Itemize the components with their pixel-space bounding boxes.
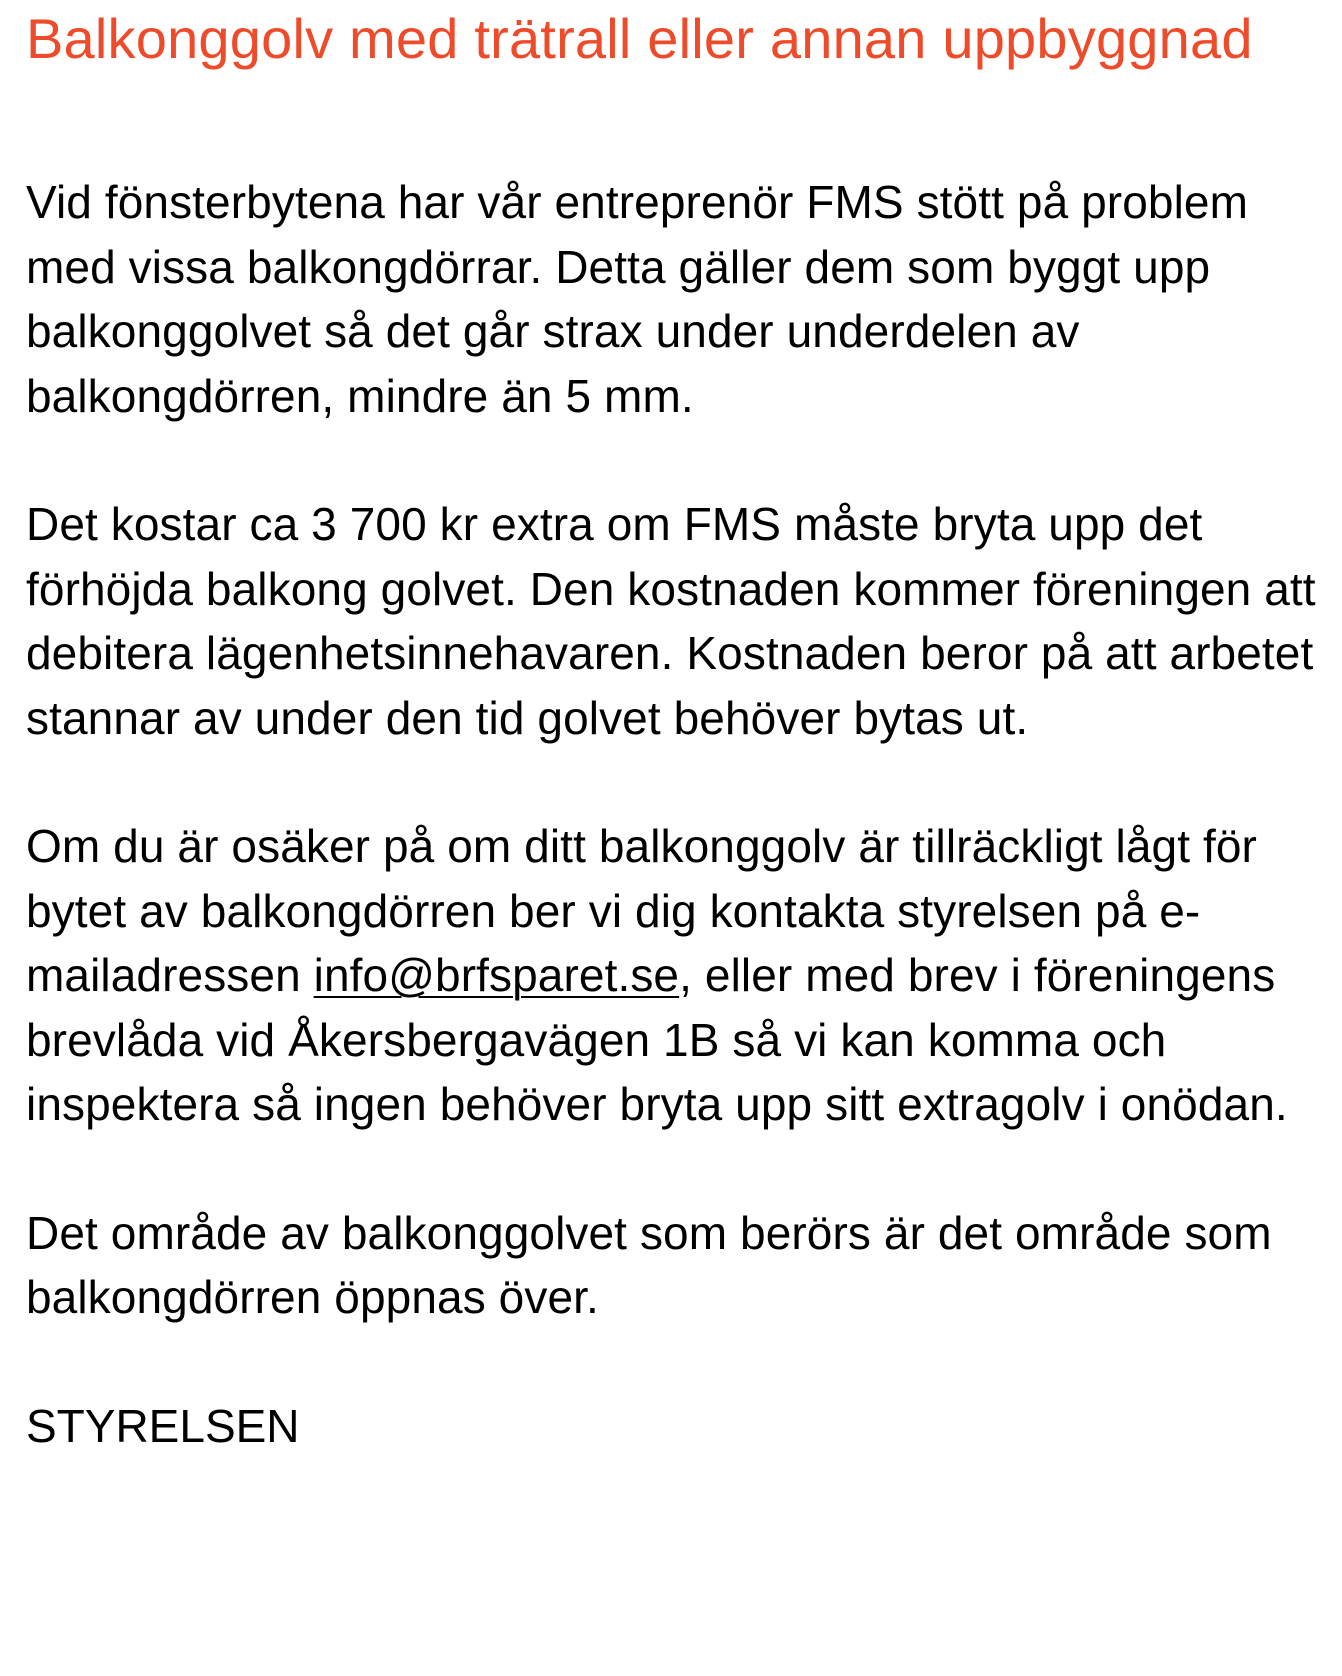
article-title: Balkonggolv med trätrall eller annan uppbyggnad xyxy=(26,7,1253,70)
paragraph-contact-text-before: Om du är osäker på om ditt balkonggolv är tillräckligt lågt för bytet av balkongdörren ber vi dig kontakta styrelsen på e-mailadressen xyxy=(26,820,1257,1001)
paragraph-cost: Det kostar ca 3 700 kr extra om FMS måste bryta upp det förhöjda balkong golvet. Den kostnaden kommer föreningen att debitera lägenhetsinnehavaren. Kostnaden beror på att arbetet stannar av under den tid golvet behöver bytas ut. xyxy=(26,498,1316,744)
email-link[interactable]: info@brfsparet.se xyxy=(313,949,680,1001)
signature: STYRELSEN xyxy=(26,1399,300,1452)
paragraph-window-replacement: Vid fönsterbytena har vår entreprenör FMS stött på problem med vissa balkongdörrar. Detta gäller dem som byggt upp balkonggolvet så det går strax under underdelen av balkongdörren, mindre än 5 mm. xyxy=(26,176,1249,422)
paragraph-contact-text-after: , eller med brev i föreningens brevlåda vid Åkersbergavägen 1B så vi kan komma och inspektera så ingen behöver bryta upp sitt extragolv i onödan. xyxy=(26,949,1288,1130)
paragraph-affected-area: Det område av balkonggolvet som berörs är det område som balkongdörren öppnas över. xyxy=(26,1206,1272,1323)
paragraph-contact xyxy=(26,814,1322,1137)
